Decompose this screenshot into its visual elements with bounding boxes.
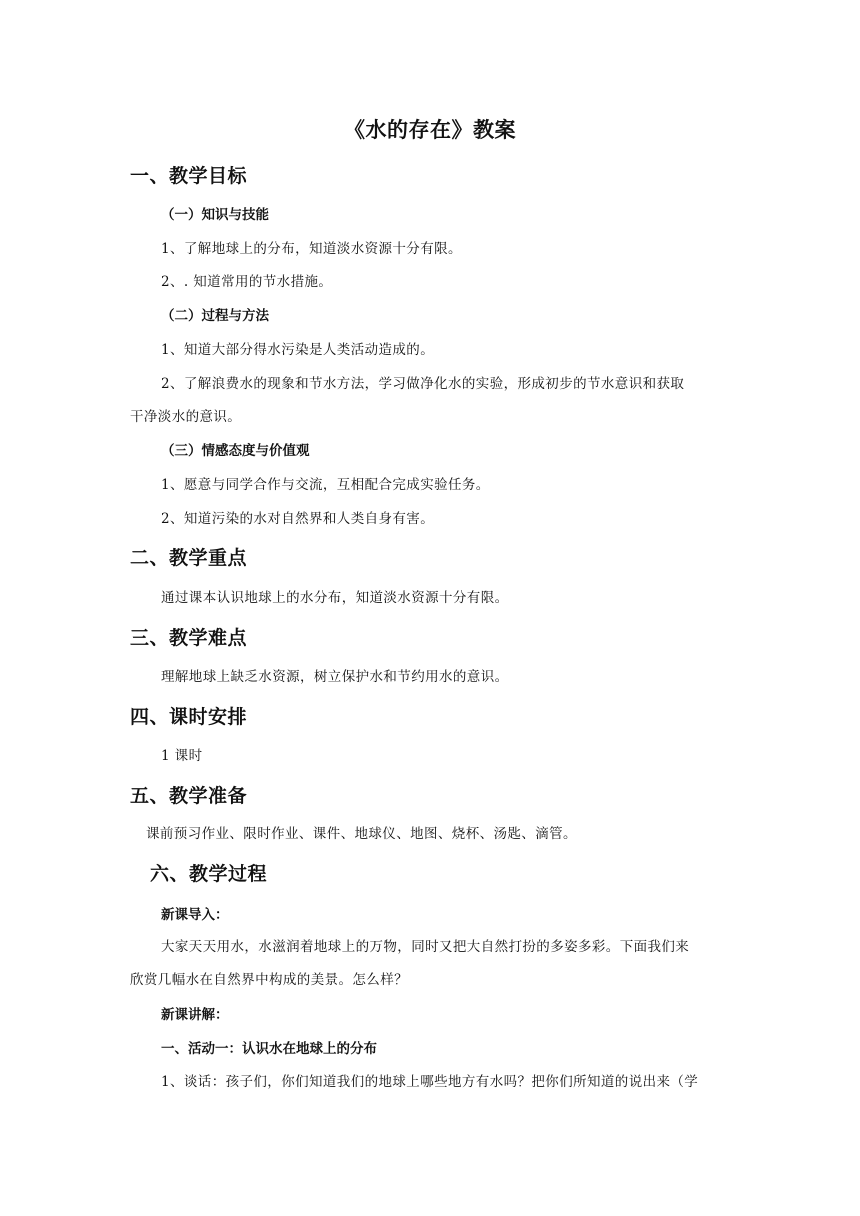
document-title: 《水的存在》教案 xyxy=(344,118,516,142)
section-heading-preparation: 五、教学准备 xyxy=(130,785,248,807)
subheading-activity-one: 一、活动一：认识水在地球上的分布 xyxy=(161,1041,377,1057)
paragraph: 2、知道污染的水对自然界和人类自身有害。 xyxy=(161,511,435,527)
paragraph: 理解地球上缺乏水资源，树立保护水和节约用水的意识。 xyxy=(161,669,509,685)
subheading-lesson-intro: 新课导入： xyxy=(161,907,229,923)
subheading-knowledge-skills: （一）知识与技能 xyxy=(161,207,269,223)
section-heading-key-points: 二、教学重点 xyxy=(130,547,248,569)
paragraph: 1 课时 xyxy=(161,748,203,764)
subheading-lesson-explanation: 新课讲解： xyxy=(161,1007,229,1023)
subheading-attitudes-values: （三）情感态度与价值观 xyxy=(161,443,310,459)
section-heading-objectives: 一、教学目标 xyxy=(130,165,248,187)
section-heading-schedule: 四、课时安排 xyxy=(130,706,248,728)
paragraph: 通过课本认识地球上的水分布，知道淡水资源十分有限。 xyxy=(161,590,509,606)
section-heading-process: 六、教学过程 xyxy=(150,863,268,885)
paragraph: 1、谈话：孩子们，你们知道我们的地球上哪些地方有水吗？把你们所知道的说出来（学 xyxy=(161,1074,699,1090)
paragraph: 1、愿意与同学合作与交流，互相配合完成实验任务。 xyxy=(161,477,490,493)
paragraph: 大家天天用水，水滋润着地球上的万物，同时又把大自然打扮的多姿多彩。下面我们来 xyxy=(161,939,690,955)
paragraph: 2、了解浪费水的现象和节水方法，学习做净化水的实验，形成初步的节水意识和获取 xyxy=(161,376,685,392)
subheading-process-methods: （二）过程与方法 xyxy=(161,308,269,324)
paragraph-continuation: 欣赏几幅水在自然界中构成的美景。怎么样？ xyxy=(130,972,408,988)
paragraph: 1、知道大部分得水污染是人类活动造成的。 xyxy=(161,342,435,358)
paragraph: 2、. 知道常用的节水措施。 xyxy=(161,274,333,290)
paragraph-continuation: 干净淡水的意识。 xyxy=(130,409,242,425)
section-heading-difficulties: 三、教学难点 xyxy=(130,627,248,649)
paragraph: 课前预习作业、限时作业、课件、地球仪、地图、烧杯、汤匙、滴管。 xyxy=(146,826,577,842)
paragraph: 1、了解地球上的分布，知道淡水资源十分有限。 xyxy=(161,241,462,257)
